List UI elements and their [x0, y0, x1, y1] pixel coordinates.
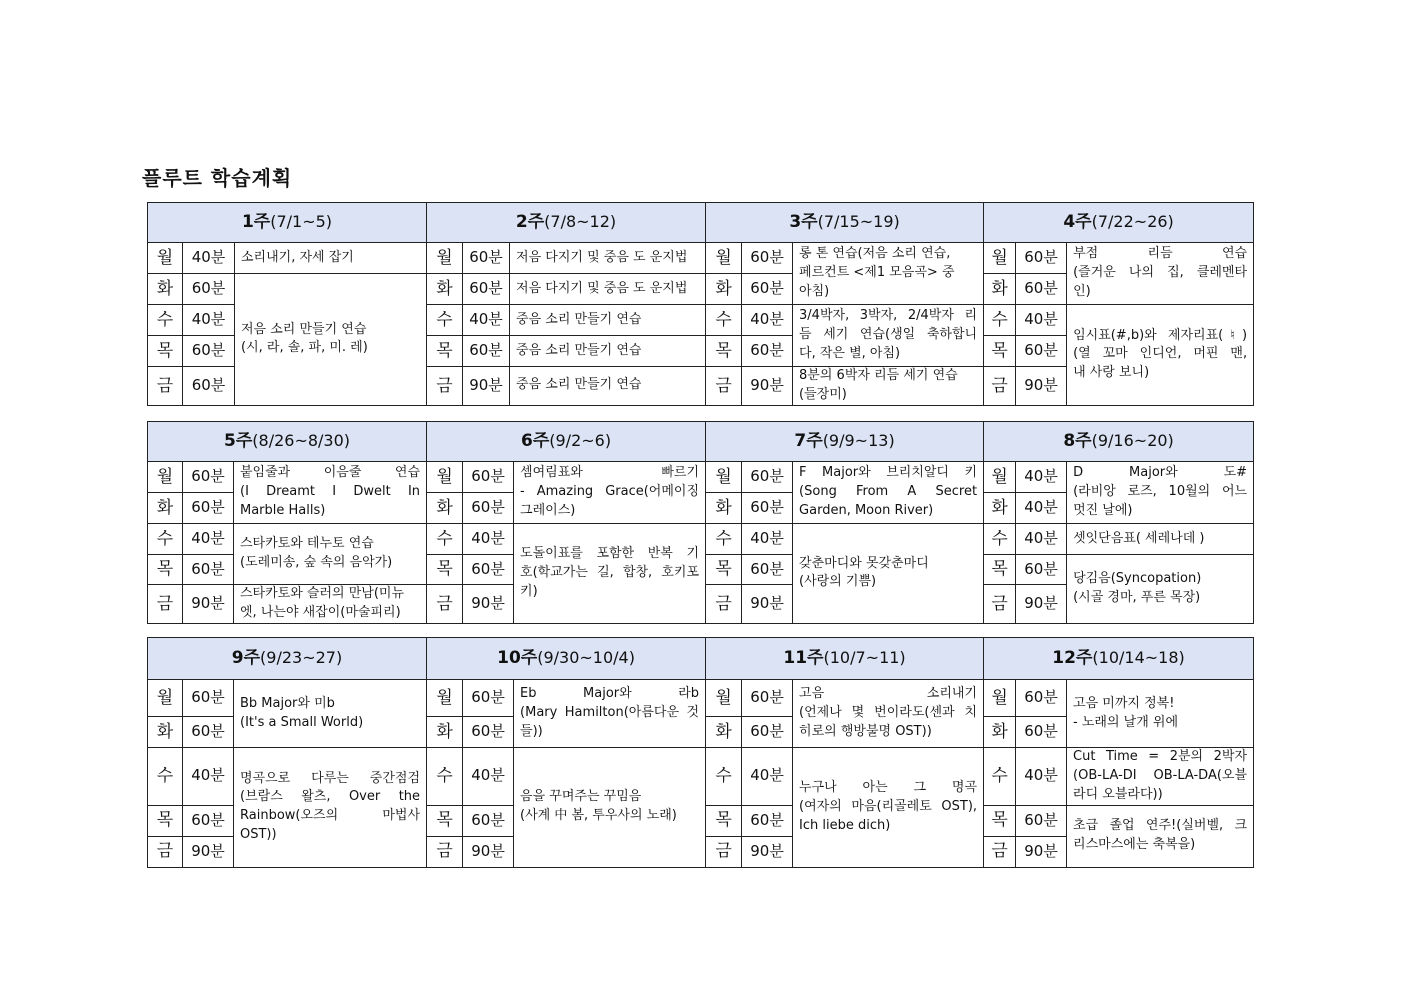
activity-cell [234, 748, 427, 868]
activity-text: D Major와 도# [1073, 465, 1248, 481]
activity-text: 고음 미까지 정복! [1073, 695, 1175, 711]
activity-text: 중음 소리 만들기 연습 [516, 342, 642, 358]
duration-cell: 60분 [742, 680, 793, 717]
activity-text: 다, 작은 별, 아침) [799, 345, 901, 361]
duration-cell: 90분 [1016, 585, 1067, 624]
duration-cell: 60분 [1016, 243, 1067, 274]
duration-cell: 60분 [1016, 336, 1067, 367]
week-header [148, 203, 427, 243]
duration-cell: 40분 [742, 748, 793, 806]
week-date-range: (9/9~13) [822, 431, 895, 451]
weekly-plan-table-weeks-5-8 [147, 421, 1254, 624]
week-header [706, 203, 984, 243]
activity-text: 엣, 나는야 새잡이(마술피리) [240, 604, 401, 620]
activity-cell [235, 243, 427, 274]
duration-cell: 90분 [742, 585, 793, 624]
activity-text: 멋진 날에) [1073, 502, 1133, 518]
activity-cell [514, 462, 706, 524]
duration-cell: 60분 [1016, 805, 1067, 836]
duration-cell: 60분 [742, 493, 793, 524]
duration-cell: 60분 [742, 555, 793, 585]
activity-text: 셈여림표와 빠르기 [520, 465, 700, 481]
activity-text: 페르컨트 <제1 모음곡> 중 [799, 265, 955, 281]
day-cell: 목 [984, 555, 1016, 585]
duration-cell: 40분 [1016, 524, 1067, 555]
day-cell: 금 [706, 836, 742, 867]
activity-text: (들장미) [799, 386, 847, 402]
duration-cell: 60분 [183, 462, 234, 493]
activity-text: 갖춘마디와 못갖춘마디 [799, 555, 929, 571]
duration-cell: 40분 [1016, 493, 1067, 524]
week-number: 8주 [1063, 431, 1092, 452]
duration-cell: 40분 [183, 305, 235, 336]
duration-cell: 60분 [183, 493, 234, 524]
activity-text: Cut Time = 2분의 2박자 [1073, 749, 1248, 764]
day-cell: 금 [706, 585, 742, 624]
day-cell: 화 [148, 493, 183, 524]
activity-text: - Amazing Grace(어메이징 [520, 484, 700, 500]
duration-cell: 90분 [742, 836, 793, 867]
activity-cell [510, 305, 706, 336]
duration-cell: 60분 [463, 805, 514, 836]
day-cell: 금 [984, 836, 1016, 867]
activity-cell [510, 336, 706, 367]
activity-text: OST)) [240, 827, 277, 843]
day-cell: 목 [984, 336, 1016, 367]
activity-cell [793, 462, 984, 524]
day-cell: 월 [148, 243, 183, 274]
activity-cell [1067, 524, 1254, 555]
duration-cell: 60분 [183, 680, 234, 717]
duration-cell: 90분 [183, 836, 234, 867]
activity-text: (여자의 마음(리골레토 OST), [799, 798, 978, 814]
day-cell: 목 [427, 555, 463, 585]
week-header [427, 422, 706, 462]
day-cell: 월 [706, 243, 742, 274]
day-cell: 목 [706, 555, 742, 585]
activity-text: 당김음(Syncopation) [1073, 571, 1202, 586]
week-date-range: (9/30~10/4) [537, 648, 635, 668]
duration-cell: 40분 [463, 305, 510, 336]
activity-text: (시골 경마, 푸른 목장) [1073, 589, 1201, 605]
duration-cell: 40분 [463, 524, 514, 555]
duration-cell: 40분 [183, 524, 234, 555]
day-cell: 목 [984, 805, 1016, 836]
week-number: 3주 [789, 212, 818, 233]
activity-text: (라비앙 로즈, 10월의 어느 [1073, 484, 1248, 500]
day-cell: 수 [984, 305, 1016, 336]
duration-cell: 60분 [183, 717, 234, 748]
day-cell: 월 [984, 680, 1016, 717]
week-number: 2주 [515, 212, 545, 233]
activity-text: 저음 소리 만들기 연습 [241, 321, 367, 337]
activity-text: (OB-LA-DI OB-LA-DA(오블 [1073, 767, 1248, 783]
activity-text: (사랑의 기쁨) [799, 574, 877, 590]
duration-cell: 90분 [463, 367, 510, 406]
day-cell: 수 [148, 748, 183, 806]
activity-text: 붙임줄과 이음줄 연습 [240, 465, 421, 481]
week-number: 5주 [224, 431, 253, 452]
activity-text: 스타카토와 슬러의 만남(미뉴 [240, 586, 405, 601]
activity-cell [234, 524, 427, 585]
activity-text: 중음 소리 만들기 연습 [516, 377, 642, 393]
day-cell: 수 [984, 748, 1016, 806]
activity-text: Ich liebe dich) [799, 817, 891, 833]
activity-text: Eb Major와 라b [520, 686, 700, 702]
duration-cell: 60분 [463, 555, 514, 585]
activity-cell [514, 748, 706, 868]
activity-text: 도돌이표를 포함한 반복 기 [520, 546, 700, 562]
week-header [984, 638, 1254, 680]
day-cell: 금 [984, 585, 1016, 624]
activity-text: 스타카토와 테누토 연습 [240, 536, 374, 552]
duration-cell: 60분 [183, 367, 235, 406]
day-cell: 화 [427, 274, 463, 305]
activity-text: - 노래의 날개 위에 [1073, 714, 1179, 730]
duration-cell: 90분 [1016, 836, 1067, 867]
activity-text: 중음 소리 만들기 연습 [516, 311, 642, 327]
week-header [984, 422, 1254, 462]
day-cell: 수 [427, 524, 463, 555]
duration-cell: 60분 [463, 243, 510, 274]
activity-cell [235, 274, 427, 406]
day-cell: 화 [427, 717, 463, 748]
week-number: 7주 [794, 431, 823, 452]
week-header [148, 422, 427, 462]
activity-text: 호(학교가는 길, 합창, 호키포 [520, 564, 700, 580]
activity-text: (도레미송, 숲 속의 음악가) [240, 555, 393, 570]
activity-cell [793, 748, 984, 868]
day-cell: 목 [148, 805, 183, 836]
activity-text: 키) [520, 583, 538, 599]
activity-cell [1067, 305, 1254, 406]
day-cell: 화 [706, 717, 742, 748]
duration-cell: 60분 [463, 336, 510, 367]
week-number: 4주 [1063, 212, 1092, 233]
day-cell: 월 [427, 243, 463, 274]
duration-cell: 40분 [183, 748, 234, 806]
duration-cell: 60분 [463, 274, 510, 305]
day-cell: 목 [148, 555, 183, 585]
day-cell: 수 [984, 524, 1016, 555]
duration-cell: 60분 [183, 805, 234, 836]
activity-text: Rainbow(오즈의 마법사 [240, 808, 421, 824]
day-cell: 화 [427, 493, 463, 524]
duration-cell: 40분 [742, 305, 793, 336]
day-cell: 화 [148, 274, 183, 305]
activity-cell [793, 305, 984, 367]
day-cell: 월 [148, 462, 183, 493]
day-cell: 수 [706, 524, 742, 555]
activity-text: Garden, Moon River) [799, 502, 934, 518]
activity-text: Bb Major와 미b [240, 695, 335, 711]
activity-cell [793, 524, 984, 624]
week-date-range: (7/8~12) [544, 212, 617, 232]
day-cell: 수 [427, 748, 463, 806]
activity-cell [1067, 243, 1254, 305]
activity-cell [510, 274, 706, 305]
week-number: 9주 [231, 648, 261, 669]
activity-cell [793, 680, 984, 748]
activity-text: (시, 라, 솔, 파, 미. 레) [241, 340, 368, 356]
week-number: 6주 [520, 431, 550, 452]
week-header [148, 638, 427, 680]
duration-cell: 90분 [183, 585, 234, 624]
day-cell: 목 [706, 336, 742, 367]
week-date-range: (10/14~18) [1092, 648, 1185, 668]
activity-cell [1067, 748, 1254, 806]
week-header [706, 422, 984, 462]
duration-cell: 60분 [463, 717, 514, 748]
day-cell: 수 [706, 305, 742, 336]
week-date-range: (8/26~8/30) [252, 431, 351, 451]
week-date-range: (9/23~27) [260, 648, 343, 668]
week-date-range: (7/22~26) [1091, 212, 1174, 232]
duration-cell: 60분 [1016, 717, 1067, 748]
activity-text: 듬 세기 연습(생일 축하합니 [799, 327, 978, 343]
activity-text: 인) [1073, 283, 1091, 299]
activity-text: 히로의 행방불명 OST)) [799, 723, 932, 739]
week-header [706, 638, 984, 680]
activity-text: 명곡으로 다루는 중간점검 [240, 770, 421, 786]
duration-cell: 60분 [1016, 680, 1067, 717]
activity-text: 임시표(#,b)와 제자리표(♮) [1073, 327, 1248, 343]
activity-cell [234, 680, 427, 748]
activity-text: 라디 오블라다)) [1073, 786, 1163, 802]
duration-cell: 60분 [183, 555, 234, 585]
page-title: 플루트 학습계획 [142, 166, 293, 190]
activity-text: 소리내기, 자세 잡기 [241, 249, 354, 265]
activity-text: Marble Halls) [240, 502, 326, 518]
week-header [984, 203, 1254, 243]
day-cell: 화 [984, 493, 1016, 524]
day-cell: 금 [148, 585, 183, 624]
week-header [427, 638, 706, 680]
activity-text: (I Dreamt I Dwelt In [240, 484, 421, 500]
duration-cell: 60분 [463, 462, 514, 493]
day-cell: 수 [427, 305, 463, 336]
week-date-range: (7/1~5) [270, 212, 333, 232]
duration-cell: 60분 [1016, 555, 1067, 585]
week-number: 12주 [1052, 648, 1093, 669]
duration-cell: 60분 [742, 336, 793, 367]
week-date-range: (9/16~20) [1091, 431, 1174, 451]
duration-cell: 40분 [183, 243, 235, 274]
duration-cell: 90분 [463, 585, 514, 624]
activity-text: (It's a Small World) [240, 714, 364, 730]
duration-cell: 60분 [742, 805, 793, 836]
activity-text: (열 꼬마 인디언, 머핀 맨, [1073, 346, 1248, 362]
day-cell: 화 [706, 493, 742, 524]
duration-cell: 60분 [742, 462, 793, 493]
day-cell: 월 [427, 680, 463, 717]
duration-cell: 60분 [463, 680, 514, 717]
activity-text: 저음 다지기 및 중음 도 운지법 [516, 280, 688, 296]
activity-text: 셋잇단음표( 세레나데 ) [1073, 530, 1205, 546]
day-cell: 월 [984, 462, 1016, 493]
week-number: 10주 [497, 648, 538, 669]
activity-cell [1067, 462, 1254, 524]
activity-text: 리스마스에는 축복을) [1073, 837, 1196, 853]
duration-cell: 60분 [742, 274, 793, 305]
activity-text: 그레이스) [520, 502, 576, 518]
activity-text: (즐거운 나의 집, 클레멘타 [1073, 265, 1248, 281]
activity-text: F Major와 브리치알디 키 [799, 465, 978, 481]
activity-text: 음을 꾸며주는 꾸밈음 [520, 789, 642, 805]
activity-cell [514, 680, 706, 748]
activity-cell [793, 243, 984, 305]
day-cell: 목 [706, 805, 742, 836]
activity-text: 8분의 6박자 리듬 세기 연습 [799, 368, 958, 383]
day-cell: 금 [427, 585, 463, 624]
activity-text: 초급 졸업 연주!(실버벨, 크 [1073, 818, 1248, 834]
duration-cell: 90분 [742, 367, 793, 406]
day-cell: 금 [984, 367, 1016, 406]
weekly-plan-table-weeks-9-12 [147, 637, 1254, 868]
duration-cell: 60분 [183, 336, 235, 367]
duration-cell: 40분 [1016, 462, 1067, 493]
activity-cell [510, 243, 706, 274]
activity-text: 누구나 아는 그 명곡 [799, 780, 978, 795]
activity-cell [510, 367, 706, 406]
day-cell: 월 [427, 462, 463, 493]
activity-text: 3/4박자, 3박자, 2/4박자 리 [799, 308, 978, 324]
day-cell: 목 [427, 805, 463, 836]
activity-text: (언제나 몇 번이라도(센과 치 [799, 705, 978, 721]
day-cell: 월 [706, 462, 742, 493]
day-cell: 수 [148, 524, 183, 555]
activity-cell [1067, 680, 1254, 748]
duration-cell: 60분 [742, 243, 793, 274]
activity-text: (Mary Hamilton(아름다운 것 [520, 705, 700, 721]
week-date-range: (9/2~6) [549, 431, 612, 451]
duration-cell: 60분 [742, 717, 793, 748]
day-cell: 월 [148, 680, 183, 717]
day-cell: 화 [984, 274, 1016, 305]
activity-cell [793, 367, 984, 406]
day-cell: 수 [706, 748, 742, 806]
activity-text: (Song From A Secret [799, 484, 978, 500]
weekly-plan-table-weeks-1-4 [147, 202, 1254, 406]
day-cell: 금 [427, 836, 463, 867]
day-cell: 금 [427, 367, 463, 406]
day-cell: 화 [706, 274, 742, 305]
activity-text: 롱 톤 연습(저음 소리 연습, [799, 246, 951, 262]
day-cell: 목 [148, 336, 183, 367]
day-cell: 금 [148, 367, 183, 406]
day-cell: 월 [984, 243, 1016, 274]
duration-cell: 60분 [183, 274, 235, 305]
week-date-range: (10/7~11) [823, 648, 906, 668]
activity-text: (사계 中 봄, 투우사의 노래) [520, 808, 677, 824]
activity-text: 저음 다지기 및 중음 도 운지법 [516, 249, 688, 265]
day-cell: 금 [706, 367, 742, 406]
activity-text: 들)) [520, 723, 543, 739]
day-cell: 화 [148, 717, 183, 748]
week-date-range: (7/15~19) [817, 212, 900, 232]
week-number: 1주 [241, 212, 271, 233]
day-cell: 수 [148, 305, 183, 336]
activity-cell [514, 524, 706, 624]
day-cell: 화 [984, 717, 1016, 748]
duration-cell: 90분 [463, 836, 514, 867]
duration-cell: 40분 [1016, 305, 1067, 336]
activity-cell [1067, 555, 1254, 624]
day-cell: 월 [706, 680, 742, 717]
activity-text: 부점 리듬 연습 [1073, 246, 1248, 262]
activity-text: 고음 소리내기 [799, 686, 978, 702]
duration-cell: 40분 [742, 524, 793, 555]
activity-text: 내 사랑 보니) [1073, 365, 1150, 381]
activity-cell [234, 462, 427, 524]
activity-cell [1067, 805, 1254, 867]
duration-cell: 90분 [1016, 367, 1067, 406]
duration-cell: 40분 [463, 748, 514, 806]
duration-cell: 60분 [463, 493, 514, 524]
week-number: 11주 [783, 648, 824, 669]
duration-cell: 40분 [1016, 748, 1067, 806]
duration-cell: 60분 [1016, 274, 1067, 305]
day-cell: 목 [427, 336, 463, 367]
week-header [427, 203, 706, 243]
activity-text: 아침) [799, 283, 830, 299]
day-cell: 금 [148, 836, 183, 867]
activity-cell [234, 585, 427, 624]
activity-text: (브람스 왈츠, Over the [240, 789, 421, 805]
